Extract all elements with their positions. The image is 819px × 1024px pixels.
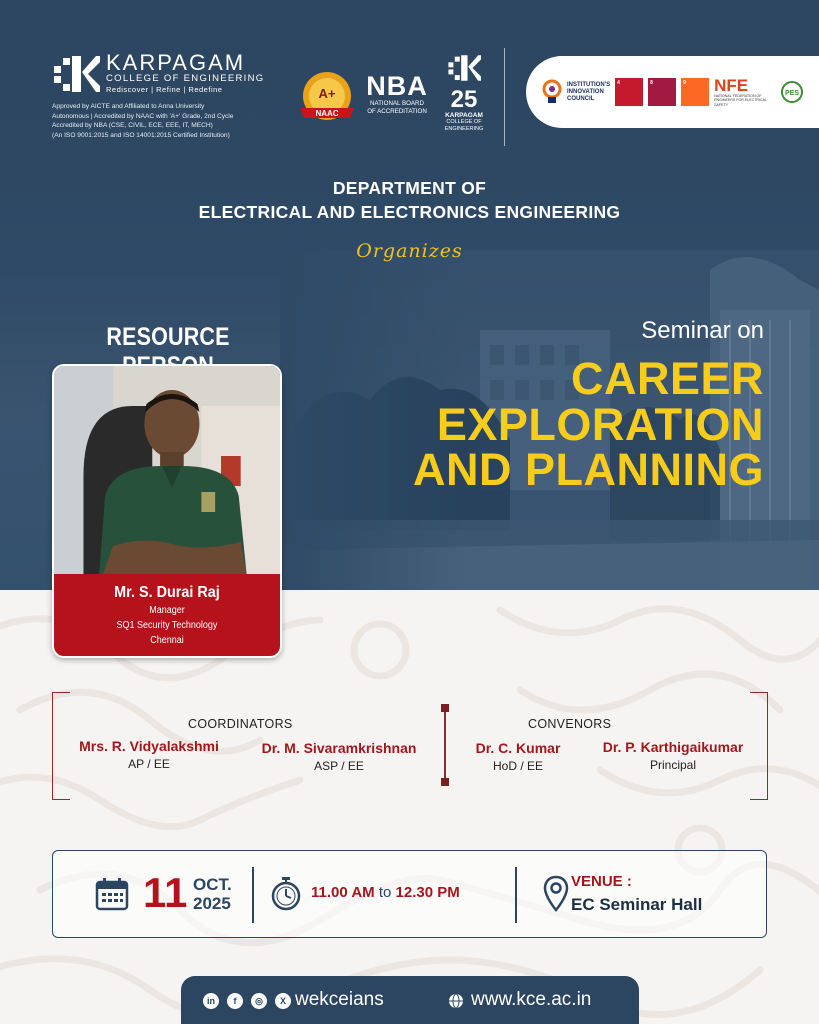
location-pin-icon xyxy=(543,875,569,913)
college-tagline: Rediscover | Refine | Redefine xyxy=(106,85,223,94)
resource-person-photo xyxy=(54,366,280,574)
linkedin-icon[interactable]: in xyxy=(203,993,219,1009)
globe-icon xyxy=(448,993,464,1009)
seminar-intro: Seminar on xyxy=(641,317,764,344)
nba-caption-1: NATIONAL BOARD xyxy=(370,100,424,107)
person-role: ASP / EE xyxy=(314,759,364,773)
event-month: OCT. xyxy=(193,875,232,894)
coordinators-title: COORDINATORS xyxy=(188,717,293,731)
venue-value: EC Seminar Hall xyxy=(571,895,703,914)
naac-badge-icon xyxy=(296,70,358,128)
event-info-bar xyxy=(52,850,767,938)
time-to: to xyxy=(378,884,392,901)
seminar-title-line: AND PLANNING xyxy=(413,444,764,495)
facebook-icon[interactable]: f xyxy=(227,993,243,1009)
person-name: Dr. C. Kumar xyxy=(475,740,561,756)
karpagam-k-logo-icon xyxy=(52,52,100,96)
sdg-8-icon xyxy=(648,78,676,106)
pes-text: PES xyxy=(785,90,800,97)
anniversary-25-badge xyxy=(438,52,490,144)
social-handle[interactable]: wekceians xyxy=(295,989,384,1010)
approval-line: Accredited by NBA (CSE, CIVIL, ECE, EEE, IT, MECH) xyxy=(52,122,213,130)
department-line-1: DEPARTMENT OF xyxy=(332,178,487,198)
resource-person-name: Mr. S. Durai Raj xyxy=(114,584,220,601)
seminar-title-line: EXPLORATION xyxy=(436,398,764,450)
partner-logos-strip xyxy=(526,56,819,128)
resource-person-heading: RESOURCE xyxy=(106,323,230,351)
college-approvals xyxy=(52,102,292,140)
anniversary-caption-1: KARPAGAM xyxy=(445,112,483,119)
calendar-icon xyxy=(95,877,129,911)
convenors-title: CONVENORS xyxy=(528,717,612,731)
nfe-logo xyxy=(714,77,776,107)
sdg-number: 8 xyxy=(650,80,653,86)
resource-person-city: Chennai xyxy=(150,635,184,646)
time-end: 12.30 PM xyxy=(395,884,460,901)
approval-line: Approved by AICTE and Affiliated to Anna University xyxy=(52,103,205,110)
event-time xyxy=(311,884,460,901)
website-link[interactable]: www.kce.ac.in xyxy=(471,989,592,1010)
nba-badge xyxy=(366,72,428,115)
person-name: Mrs. R. Vidyalakshmi xyxy=(79,738,219,754)
stopwatch-icon xyxy=(269,876,303,912)
anniversary-caption-2: COLLEGE OF ENGINEERING xyxy=(444,119,484,132)
nba-caption-2: OF ACCREDITATION xyxy=(367,107,427,115)
nfe-caption: NATIONAL FEDERATION OF ENGINEERS FOR ELECTRICAL SAFETY xyxy=(714,94,767,107)
seminar-title xyxy=(330,353,764,495)
convenor-2 xyxy=(584,739,762,772)
group-divider xyxy=(444,708,446,782)
nfe-logo-text: NFE xyxy=(714,76,749,96)
person-name: Dr. P. Karthigaikumar xyxy=(602,739,744,755)
x-twitter-icon[interactable]: X xyxy=(275,993,291,1009)
department-heading xyxy=(0,176,819,224)
coordinator-2 xyxy=(244,740,434,773)
instagram-icon[interactable]: ◎ xyxy=(251,993,267,1009)
college-subtitle: COLLEGE OF ENGINEERING xyxy=(106,73,265,84)
iic-bulb-icon xyxy=(540,79,564,105)
pes-logo-icon xyxy=(781,81,803,103)
iic-line-2: INNOVATION xyxy=(567,88,604,95)
person-name: Dr. M. Sivaramkrishnan xyxy=(261,740,417,756)
event-month-year xyxy=(193,875,232,913)
college-logo-block xyxy=(52,52,292,140)
sdg-number: 9 xyxy=(683,80,686,86)
approval-line: Autonomous | Accredited by NAAC with 'A+' Grade, 2nd Cycle xyxy=(52,112,234,120)
resource-person-card xyxy=(52,364,282,658)
time-start: 11.00 AM xyxy=(311,884,375,901)
sdg-9-icon xyxy=(681,78,709,106)
info-divider xyxy=(252,867,254,923)
event-year: 2025 xyxy=(193,894,231,913)
organizes-script: Organizes xyxy=(356,240,463,262)
header-divider xyxy=(504,48,505,146)
resource-person-designation: Manager xyxy=(149,605,185,616)
iic-line-3: COUNCIL xyxy=(567,95,595,102)
naac-label: NAAC xyxy=(315,109,339,118)
resource-person-company: SQ1 Security Technology xyxy=(116,620,218,631)
k-logo-icon xyxy=(447,52,481,84)
person-role: HoD / EE xyxy=(492,759,543,773)
person-role: AP / EE xyxy=(128,757,170,771)
sdg-4-icon xyxy=(615,78,643,106)
nba-logo-text: NBA xyxy=(366,71,428,101)
college-name: KARPAGAM xyxy=(106,50,246,75)
department-line-2: ELECTRICAL AND ELECTRONICS ENGINEERING xyxy=(198,202,621,222)
sdg-number: 4 xyxy=(617,80,620,86)
approval-line: (An ISO 9001:2015 and ISO 14001:2015 Certified Institution) xyxy=(52,131,230,139)
anniversary-number: 25 xyxy=(450,86,478,113)
naac-grade: A+ xyxy=(318,86,336,101)
venue-label: VENUE : xyxy=(571,873,632,890)
seminar-title-line: CAREER xyxy=(570,353,764,404)
convenor-1 xyxy=(458,740,578,773)
coordinator-1 xyxy=(60,738,238,771)
iic-line-1: INSTITUTION'S xyxy=(567,81,611,88)
person-role: Principal xyxy=(649,758,697,772)
iic-logo xyxy=(540,79,610,105)
event-day: 11 xyxy=(143,869,188,916)
info-divider xyxy=(515,867,517,923)
footer-bar xyxy=(181,976,639,1024)
resource-person-info xyxy=(54,574,280,658)
